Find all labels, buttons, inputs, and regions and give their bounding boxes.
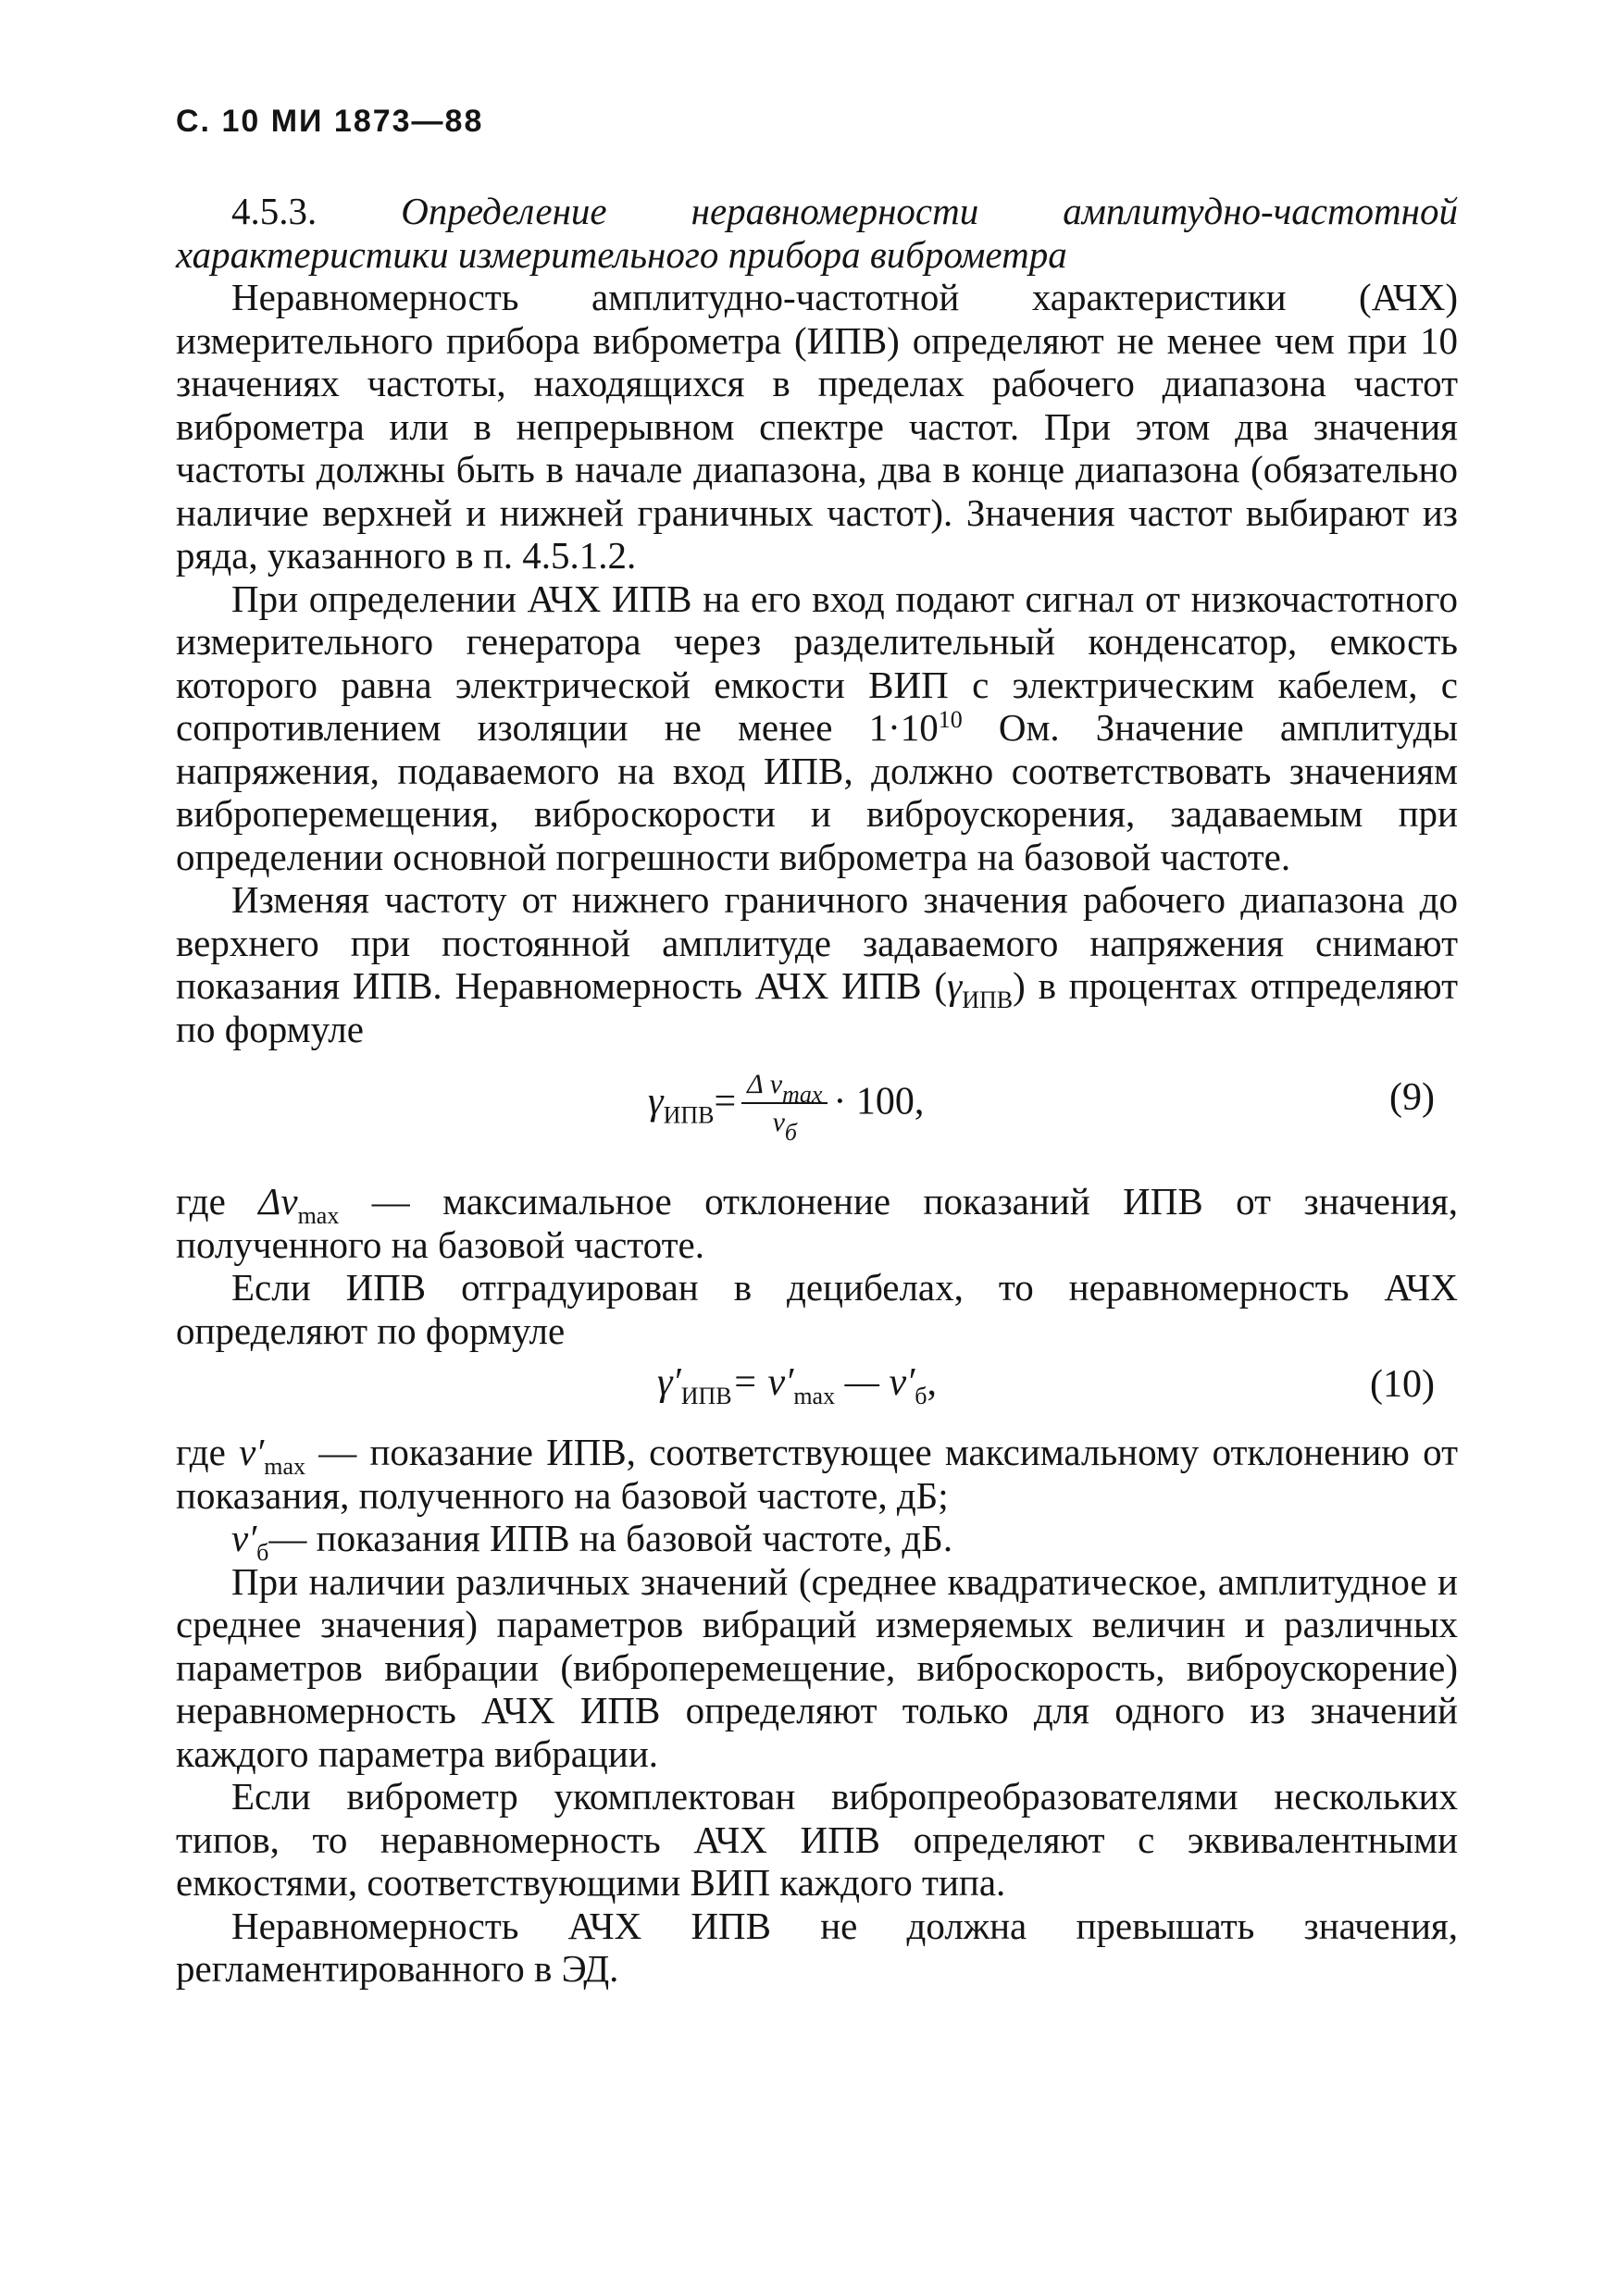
formula-9-denominator-text: v [772,1107,785,1137]
paragraph-2 [176,577,1458,879]
paragraph-6-text: — показание ИПВ, соответствующее максимальному отклонению от показания, полученного на базовой частоте, дБ; [176,1431,1458,1517]
formula-10-minus: — v′ [835,1361,915,1404]
formula-9-numerator-text: Δ v [747,1069,783,1099]
section-number: 4.5.3. [231,190,317,232]
paragraph-6 [176,1431,1458,1517]
formula-9-equals: = [714,1080,737,1123]
formula-9 [176,1050,1458,1180]
paragraph-4-text: — максимальное отклонение показаний ИПВ от значения, полученного на базовой частоте. [176,1180,1458,1266]
v-prime-sub: max [264,1453,306,1480]
v-prime-symbol: v′ [239,1431,265,1473]
paragraph-3-text: Изменяя частоту от нижнего граничного значения рабочего диапазона до верхнего при постоянной амплитуде задаваемого напряжения снимают показания ИПВ. Неравномерность АЧХ ИПВ ( [176,878,1458,1007]
formula-9-denominator-sub: б [784,1119,797,1146]
paragraph-10: Неравномерность АЧХ ИПВ не должна превышать значения, регламентированного в ЭД. [176,1904,1458,1990]
section-title [176,190,1458,276]
paragraph-2-cont: Ом. Значение амплитуды напряжения, подаваемого на вход ИПВ, должно соответствовать значениям виброперемещения, виброскорости и виброускорения, задаваемым при определении основной погрешности виброметра на базовой частоте. [176,706,1459,878]
formula-10-number: (10) [1370,1363,1435,1406]
delta-v-sub: max [297,1202,340,1229]
v-b-prime-symbol: v′ [231,1517,257,1559]
page-content [176,190,1458,1991]
where-word-1: где [176,1180,226,1222]
formula-9-numerator [741,1069,828,1108]
resistance-mantissa: 1·10 [868,706,939,749]
formula-9-lhs: γ [648,1080,664,1123]
page-header: С. 10 МИ 1873—88 [176,104,484,139]
paragraph-7 [176,1517,1458,1566]
paragraph-4 [176,1180,1458,1266]
paragraph-1: Неравномерность амплитудно-частотной характеристики (АЧХ) измерительного прибора виброметра (ИПВ) определяют не менее чем при 10 значениях частоты, находящихся в пределах рабочего диапазона частот виброметра или в непрерывном спектре частот. При этом два значения частоты должны быть в начале диапазона, два в конце диапазона (обязательно наличие верхней и нижней граничных частот). Значения частот выбирают из ряда, указанного в п. 4.5.1.2. [176,276,1458,577]
paragraph-3-cont: ) в процентах отпределяют по формуле [176,964,1459,1050]
formula-9-number: (9) [1389,1076,1435,1119]
formula-9-fraction [741,1069,828,1146]
paragraph-3 [176,878,1458,1050]
formula-9-expression [648,1069,925,1146]
gamma-symbol: γ [947,964,963,1007]
formula-9-tail: · 100, [833,1080,925,1123]
formula-10-expression [657,1361,938,1409]
where-word-2: где [176,1431,226,1473]
paragraph-2-text: При определении АЧХ ИПВ на его вход подают сигнал от низкочастотного измерительного генератора через разделительный конденсатор, емкость которого равна электрической емкости ВИП с электрическим кабелем, с сопротивлением изоляции не менее [176,577,1458,749]
section-title-text: Определение неравномерности амплитудно-частотной характеристики измерительного прибора виброметра [176,190,1459,276]
gamma-sub: ИПВ [962,987,1014,1013]
v-b-prime-sub: б [256,1539,269,1566]
formula-10-tail: , [927,1361,938,1404]
paragraph-7-text: — показания ИПВ на базовой частоте, дБ. [268,1517,953,1559]
delta-v-symbol: Δv [258,1180,298,1222]
formula-9-denominator [741,1104,828,1146]
paragraph-5: Если ИПВ отградуирован в децибелах, то неравномерность АЧХ определяют по формуле [176,1266,1458,1352]
resistance-exponent: 10 [938,706,963,733]
formula-9-numerator-sub: max [782,1081,823,1108]
formula-9-lhs-sub: ИПВ [663,1101,715,1129]
paragraph-9: Если виброметр укомплектован вибропреобразователями нескольких типов, то неравномерность АЧХ ИПВ определяют с эквивалентными емкостями, соответствующими ВИП каждого типа. [176,1775,1458,1904]
formula-10 [176,1352,1458,1431]
paragraph-8: При наличии различных значений (среднее квадратическое, амплитудное и среднее значения) параметров вибраций измеряемых величин и различных параметров вибрации (виброперемещение, виброскорость, виброускорение) неравномерность АЧХ ИПВ определяют только для одного из значений каждого параметра вибрации. [176,1559,1458,1775]
formula-10-lhs-sub: ИПВ [680,1383,732,1409]
formula-10-rhs: = v′ [731,1361,794,1404]
formula-10-rhs-sub: max [793,1383,836,1409]
formula-10-minus-sub: б [915,1383,927,1409]
formula-10-lhs: γ′ [657,1361,681,1404]
